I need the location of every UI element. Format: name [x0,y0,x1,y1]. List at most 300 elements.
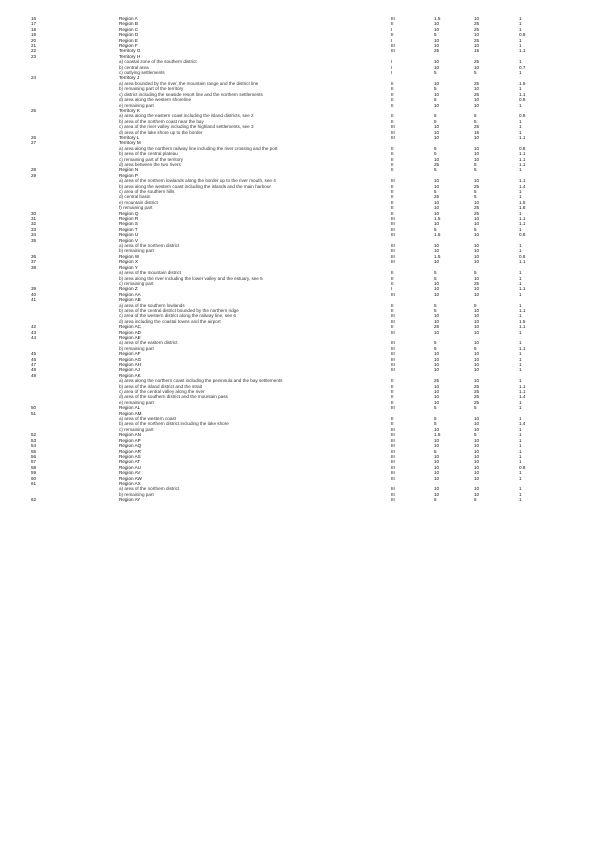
row-v1: 10 [434,437,440,443]
row-num: 58 [31,464,37,470]
row-text: Region C [119,26,139,32]
row-v3: 1 [519,167,522,173]
row-v2: 10 [474,286,480,292]
row-num: 50 [31,405,37,411]
row-num: 22 [31,48,37,54]
row-num: 40 [31,291,37,297]
row-text: Region AD [119,329,141,335]
row-num: 47 [31,362,37,367]
row-v2: 10 [474,421,480,427]
row-v2: 10 [474,134,480,140]
row-text: b) remaining part of the territory [119,86,184,92]
row-kind: III [391,497,395,503]
row-v1: 10 [434,394,440,400]
row-num: 20 [31,37,37,43]
row-v3: 1 [519,270,522,276]
row-kind: II [391,161,394,167]
row-v2: 10 [474,16,480,21]
row-text: Region D [119,32,139,38]
row-v2: 5 [474,167,477,173]
row-v3: 1 [519,313,522,319]
row-text: a) area of the southern lowlands [119,302,185,308]
row-kind: III [391,134,395,140]
row-v1: 5 [434,302,437,308]
row-v3: 1 [519,275,522,281]
row-kind: III [391,291,395,297]
row-v2: 25 [474,394,480,400]
row-v3: 1.4 [519,394,526,400]
row-v3: 1 [519,356,522,362]
row-v1: 1.5 [434,432,441,438]
row-num: 61 [31,480,37,486]
row-kind: III [391,243,395,249]
row-kind: II [391,86,394,92]
row-v2: 5 [474,70,477,76]
row-v1: 5 [434,275,437,281]
row-v1: 10 [434,91,440,97]
row-v2: 10 [474,453,480,459]
row-v3: 1 [519,443,522,449]
row-v1: 1.5 [434,16,441,21]
row-v3: 1.1 [519,259,526,265]
row-v2: 10 [474,351,480,357]
row-text: Region V [119,237,138,243]
row-kind: II [391,91,394,97]
row-v2: 25 [474,21,480,27]
row-v3: 1 [519,491,522,497]
row-num: 46 [31,356,37,362]
row-v3: 1 [519,416,522,422]
row-kind: II [391,275,394,281]
row-v2: 15 [474,48,480,54]
row-v1: 10 [434,248,440,254]
row-v1: 5 [434,118,437,124]
row-text: Territory J [119,75,140,81]
row-kind: II [391,80,394,86]
row-v1: 10 [434,367,440,373]
row-v2: 10 [474,486,480,492]
row-v2: 25 [474,280,480,286]
row-num: 23 [31,53,37,59]
row-text: Territory K [119,107,140,113]
row-text: Region AB [119,297,141,303]
row-v3: 1.1 [519,324,526,330]
row-v2: 10 [474,491,480,497]
row-text: Region X [119,259,138,265]
row-kind: II [391,280,394,286]
row-v3: 1 [519,124,522,130]
row-v2: 25 [474,91,480,97]
row-v3: 1.1 [519,156,526,162]
row-v2: 10 [474,32,480,38]
row-kind: II [391,378,394,384]
row-kind: I [391,64,393,70]
row-v3: 1 [519,459,522,465]
row-kind: III [391,329,395,335]
row-text: b) area of the northern district including the lake shore [119,421,229,427]
row-kind: II [391,307,394,313]
row-kind: III [391,16,395,21]
row-text: c) area of the southern hills [119,189,175,194]
row-num: 54 [31,443,37,449]
row-num: 55 [31,448,37,454]
row-v2: 10 [474,448,480,454]
row-text: d) area between the two rivers [119,161,181,167]
row-v3: 0.7 [519,64,526,70]
row-v2: 10 [474,97,480,103]
row-kind: III [391,216,395,222]
row-num: 26 [31,134,37,140]
row-text: b) central area [119,64,149,70]
row-v2: 25 [474,383,480,389]
row-v2: 5 [474,118,477,124]
row-v3: 1 [519,118,522,124]
row-v1: 10 [434,134,440,140]
row-text: Region AX [119,480,141,486]
row-v2: 10 [474,64,480,70]
row-kind: III [391,437,395,443]
row-v2: 10 [474,437,480,443]
row-num: 39 [31,286,37,292]
row-kind: I [391,37,393,43]
row-v2: 10 [474,443,480,449]
row-kind: II [391,167,394,173]
row-text: b) area of the island district and the strait [119,383,202,389]
row-v2: 10 [474,475,480,481]
row-text: Region T [119,226,138,232]
row-v3: 1 [519,243,522,249]
row-v1: 5 [434,307,437,313]
row-v1: 5 [434,32,437,38]
row-v2: 10 [474,43,480,49]
row-num: 29 [31,172,37,178]
row-v2: 10 [474,329,480,335]
row-v1: 10 [434,156,440,162]
row-v3: 1 [519,102,522,108]
row-text: Region A [119,16,138,21]
row-num: 37 [31,259,37,265]
row-v1: 5 [434,86,437,92]
row-text: Region Y [119,264,138,270]
row-v3: 1 [519,351,522,357]
row-v3: 1 [519,470,522,476]
row-kind: III [391,43,395,49]
row-v3: 1 [519,497,522,503]
row-text: c) remaining part [119,426,154,432]
row-kind: III [391,367,395,373]
row-text: c) district including the seaside resort line and the northern settlements [119,91,263,97]
row-text: b) area of the central district bounded by the northern ridge [119,307,239,313]
row-kind: II [391,183,394,189]
row-v2: 10 [474,151,480,157]
row-v1: 1.5 [434,232,441,238]
row-v3: 1 [519,194,522,200]
row-v3: 1 [519,248,522,254]
row-v3: 1.1 [519,91,526,97]
row-v2: 5 [474,405,477,411]
row-v3: 1 [519,70,522,76]
row-kind: III [391,464,395,470]
row-v2: 25 [474,205,480,211]
row-text: Region AP [119,437,141,443]
row-v3: 0.8 [519,232,526,238]
row-num: 24 [31,75,37,81]
row-v3: 1 [519,37,522,43]
row-text: Territory H [119,53,141,59]
row-kind: II [391,145,394,151]
row-text: a) area bounded by the river, the mountain range and the district line [119,80,259,86]
row-v3: 1.5 [519,199,526,205]
row-v2: 5 [474,345,477,351]
row-text: Region AS [119,453,141,459]
row-num: 17 [31,21,37,27]
row-v2: 10 [474,178,480,184]
row-num: 25 [31,107,37,113]
row-v1: 10 [434,291,440,297]
row-v1: 10 [434,280,440,286]
row-v1: 10 [434,199,440,205]
row-text: Territory M [119,140,141,146]
row-v2: 25 [474,59,480,65]
row-v3: 1 [519,43,522,49]
row-kind: I [391,286,393,292]
row-kind: I [391,59,393,65]
row-text: a) area of the northern lowlands along the border up to the river mouth, see 4 [119,178,276,184]
row-v1: 5 [434,70,437,76]
row-kind: II [391,102,394,108]
row-kind: III [391,259,395,265]
row-text: Region AJ [119,367,140,373]
row-kind: II [391,32,394,38]
row-text: b) remaining part [119,491,154,497]
row-kind: II [391,118,394,124]
row-v2: 25 [474,80,480,86]
row-text: f) remaining part [119,205,153,211]
row-num: 62 [31,497,37,503]
row-kind: III [391,313,395,319]
row-num: 33 [31,226,37,232]
row-text: a) area of the eastern district [119,340,178,346]
row-v1: 10 [434,470,440,476]
row-kind: I [391,70,393,76]
row-v2: 5 [474,497,477,503]
row-text: e) remaining part [119,399,154,405]
row-v2: 10 [474,199,480,205]
row-v2: 10 [474,340,480,346]
row-v1: 10 [434,21,440,27]
row-v2: 10 [474,243,480,249]
row-kind: III [391,470,395,476]
row-kind: III [391,318,395,324]
row-v1: 5 [434,345,437,351]
row-kind: III [391,443,395,449]
row-num: 57 [31,459,37,465]
row-v2: 25 [474,399,480,405]
row-v3: 0.8 [519,253,526,259]
row-v3: 1.5 [519,80,526,86]
row-text: d) area of the southern district and the mountain pass [119,394,228,400]
row-kind: III [391,178,395,184]
row-v1: 25 [434,48,440,54]
row-v3: 1.4 [519,421,526,427]
row-v3: 0.8 [519,32,526,38]
row-v1: 10 [434,443,440,449]
row-v2: 10 [474,464,480,470]
row-v3: 1.5 [519,318,526,324]
row-num: 49 [31,372,37,378]
row-v3: 1.1 [519,345,526,351]
row-v3: 1 [519,280,522,286]
row-text: b) area along the western coast including the islands and the main harbour [119,183,271,189]
row-text: Region AY [119,497,141,503]
row-kind: II [391,416,394,422]
row-text: Region W [119,253,140,259]
row-v2: 10 [474,156,480,162]
row-text: Region AK [119,372,141,378]
row-text: Territory L [119,134,140,140]
row-text: c) remaining part of the territory [119,156,184,162]
row-v2: 25 [474,26,480,32]
row-text: Region AN [119,432,141,438]
row-v2: 5 [474,226,477,232]
row-kind: II [391,199,394,205]
row-v1: 10 [434,286,440,292]
row-v2: 10 [474,221,480,227]
row-kind: III [391,340,395,346]
row-kind: II [391,189,394,194]
row-kind: II [391,394,394,400]
row-kind: III [391,253,395,259]
row-v1: 10 [434,453,440,459]
row-text: d) central basin [119,194,151,200]
row-v1: 5 [434,448,437,454]
row-kind: I [391,26,393,32]
row-text: Region B [119,21,138,27]
row-kind: II [391,210,394,216]
row-num: 56 [31,453,37,459]
row-v2: 10 [474,362,480,367]
row-text: Region AE [119,334,141,340]
row-v2: 10 [474,416,480,422]
row-v3: 1.1 [519,307,526,313]
row-kind: II [391,389,394,395]
row-v1: 25 [434,194,440,200]
row-v1: 10 [434,356,440,362]
row-text: Region Z [119,286,138,292]
row-text: c) area of the western district along the railway line, see 6 [119,313,236,319]
row-kind: III [391,432,395,438]
row-v1: 10 [434,318,440,324]
row-v2: 25 [474,37,480,43]
row-text: a) area of the mountain district [119,270,182,276]
row-num: 16 [31,16,37,21]
row-text: c) area of the river valley including the highland settlements, see 3 [119,124,254,130]
row-v1: 10 [434,389,440,395]
row-text: Region AL [119,405,141,411]
row-v1: 25 [434,161,440,167]
row-v3: 1 [519,129,522,135]
row-v2: 10 [474,324,480,330]
row-v1: 5 [434,416,437,422]
row-v2: 25 [474,210,480,216]
row-kind: III [391,486,395,492]
row-kind: III [391,426,395,432]
row-text: b) remaining part [119,248,154,254]
row-text: Region R [119,216,139,222]
row-v1: 10 [434,37,440,43]
row-num: 28 [31,167,37,173]
row-v2: 25 [474,124,480,130]
row-v2: 10 [474,378,480,384]
row-v3: 0.8 [519,113,526,119]
row-v2: 25 [474,389,480,395]
row-kind: II [391,97,394,103]
row-kind: III [391,345,395,351]
row-kind: III [391,405,395,411]
row-v3: 1 [519,189,522,194]
row-text: d) area including the coastal towns and the airport [119,318,221,324]
row-v1: 5 [434,97,437,103]
row-v1: 5 [434,113,437,119]
row-kind: II [391,21,394,27]
row-text: Region AU [119,464,141,470]
row-text: c) outlying settlements [119,70,165,76]
row-v1: 5 [434,497,437,503]
row-text: Region AF [119,351,141,357]
row-kind: III [391,475,395,481]
row-v3: 1 [519,448,522,454]
row-text: Region U [119,232,139,238]
row-text: Region AA [119,291,141,297]
row-text: a) coastal zone of the southern district [119,59,197,65]
row-v2: 5 [474,302,477,308]
row-kind: III [391,48,395,54]
row-v3: 1.1 [519,286,526,292]
row-kind: III [391,248,395,254]
row-kind: III [391,124,395,130]
row-v3: 1.1 [519,216,526,222]
row-text: d) area along the western shoreline [119,97,192,103]
row-kind: III [391,459,395,465]
row-kind: II [391,113,394,119]
row-v3: 1 [519,210,522,216]
row-v3: 1.1 [519,389,526,395]
row-v2: 10 [474,356,480,362]
row-v2: 10 [474,367,480,373]
row-v3: 1 [519,475,522,481]
row-v3: 1 [519,486,522,492]
row-v1: 10 [434,491,440,497]
row-v3: 0.8 [519,464,526,470]
row-num: 60 [31,475,37,481]
row-num: 42 [31,324,37,330]
row-v2: 10 [474,318,480,324]
row-text: b) area along the river including the lower valley and the estuary, see 5 [119,275,263,281]
row-text: Region AG [119,356,142,362]
row-kind: II [391,383,394,389]
row-num: 30 [31,210,37,216]
row-text: b) area of the central plateau [119,151,178,157]
row-v2: 10 [474,307,480,313]
row-v1: 25 [434,378,440,384]
row-num: 41 [31,297,37,303]
row-text: d) area of the lake shore up to the border [119,129,203,135]
row-v2: 10 [474,86,480,92]
row-num: 18 [31,26,37,32]
row-text: Region AQ [119,443,142,449]
row-text: a) area along the eastern coast including the island districts, see 2 [119,113,254,119]
row-v1: 10 [434,362,440,367]
